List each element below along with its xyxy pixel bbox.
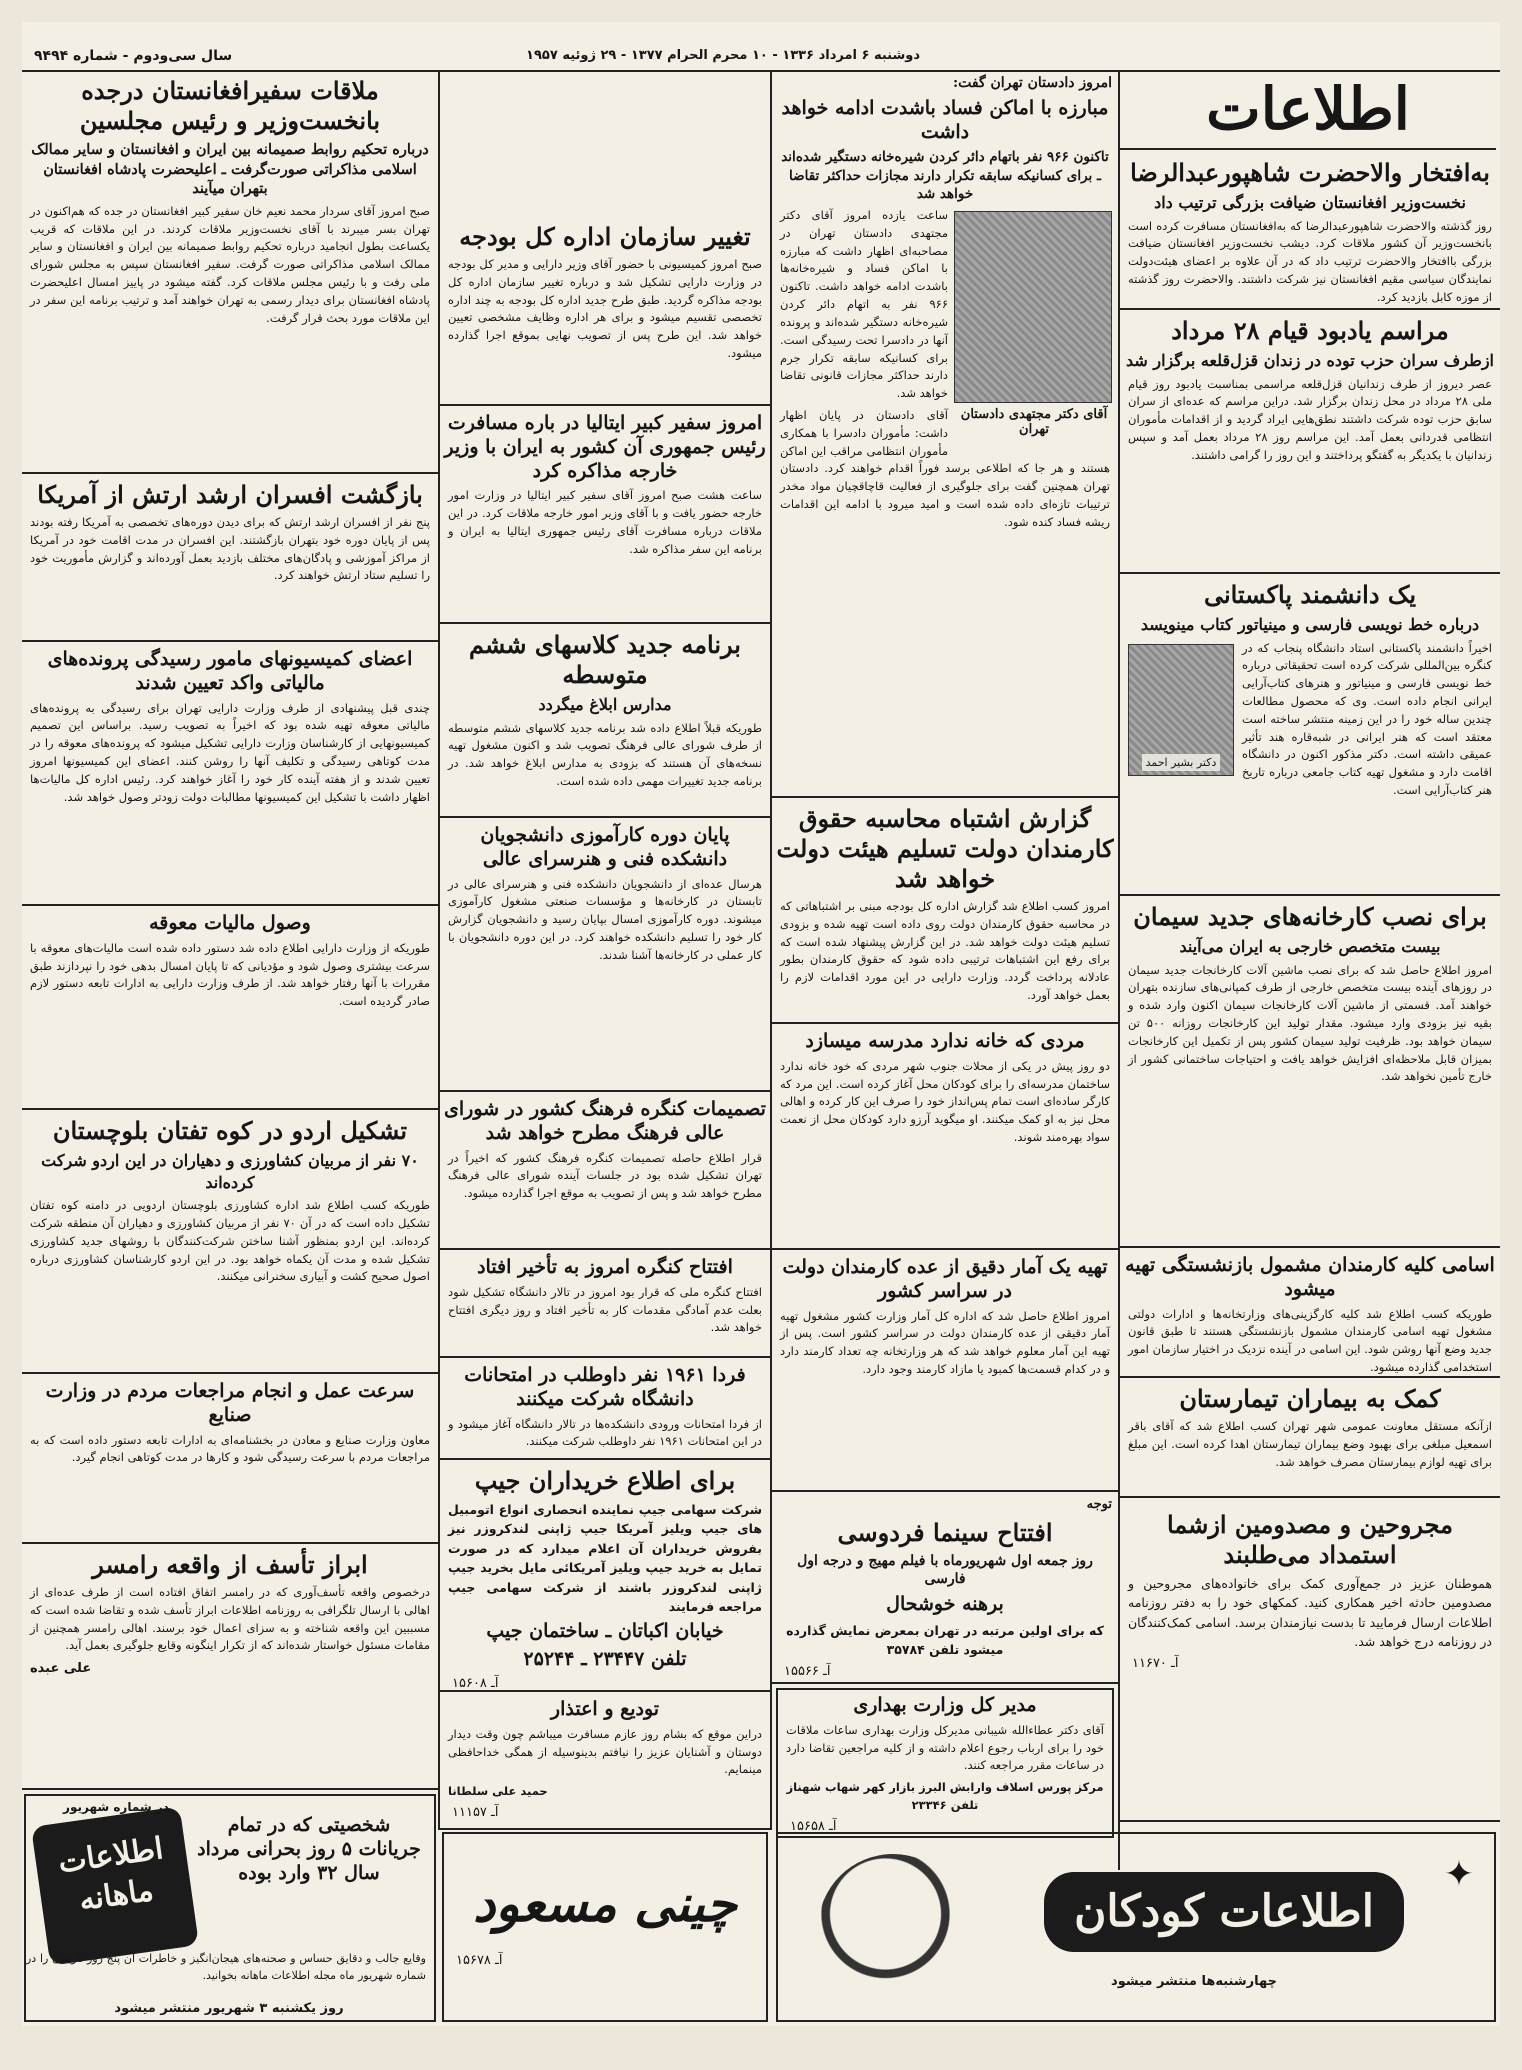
article-body: صبح امروز آقای سردار محمد نعیم خان سفیر کبیر افغانستان در جده که هم‌اکنون در تهران بسر میبرند با آقای نخست‌وزیر ملاقات کردند. در این ملاقات که قریب یکساعت بطول انجامید درباره تحکیم روابط صمیمانه بین ایران و افغانستان و سایر ممالک اسلامی مذاکراتی صورت گرفت. سفیر افغانستان سپس به مجلس شورای ملی رفت و با رئیس مجلس ملاقات کرد. گفته میشود در پاییز امسال اعلیحضرت پادشاه افغانستان برای دیدار رسمی به تهران خواهند آمد و ترتیب برنامه این سفر در این ملاقات مورد بحث قرار گرفت.: [30, 203, 430, 325]
headline: مردی که خانه ندارد مدرسه میسازد: [805, 1030, 1085, 1052]
headline: ابراز تأسف از واقعه رامسر: [92, 1550, 368, 1579]
article-army: [22, 1112, 438, 1374]
ad-date: روز یکشنبه ۳ شهریور منتشر میشود: [114, 2001, 344, 2016]
article-body: طوریکه کسب اطلاع شد اداره کشاورزی بلوچستان اردویی در دامنه کوه تفتان تشکیل داده است که در آن ۷۰ نفر از مربیان کشاورزی و دهیاران آن منطقه شرکت کرده‌اند. این اردو بمنظور آشنا ساختن شرکت‌کنندگان با روشهای جدید کشاورزی تشکیل شده و مدت آن یکماه خواهد بود. در این اردو کارشناسان کشاورزی درباره اصول صحیح کشت و آبیاری سخنرانی میکنند.: [30, 1198, 430, 1284]
monthly-logo: اطلاعات ماهانه: [31, 1806, 199, 1966]
headline: اعضای کمیسیونهای مامور رسیدگی پرونده‌های مالیاتی واکد تعیین شدند: [47, 648, 413, 694]
headline: برای نصب کارخانه‌های جدید سیمان: [1133, 902, 1487, 931]
article-body: طوریکه از وزارت دارایی اطلاع داده شد دستور داده شده است مالیات‌های معوقه با سرعت بیشتری وصول شود و مؤدیانی که تا پایان امسال بدهی خود را نپردازند طبق مقررات با آنها رفتار خواهد شد. از طرف وزارت دارایی به ادارات تابعه دستور لازم صادر گردیده است.: [30, 940, 430, 1009]
masthead-issue: سال سی‌ودوم - شماره ۹۴۹۴: [34, 48, 233, 64]
article-royal: [1120, 154, 1500, 310]
ad-address: مرکز پورس اسلاف وارابش البرز بازار کهر شهاب شهناز تلفن ۲۳۳۴۶: [786, 1780, 1104, 1812]
headline: به‌افتخار والاحضرت شاهپورعبدالرضا: [1130, 158, 1490, 187]
headline: تهیه یک آمار دقیق از عده کارمندان دولت در سراسر کشور: [782, 1256, 1108, 1302]
article-salary: [772, 800, 1118, 1024]
article-signature: علی عبده: [30, 1661, 92, 1677]
article-body: معاون وزارت صنایع و معادن در بخشنامه‌ای به ادارات تابعه دستور داده است که به مراجعات مردم با سرعت رسیدگی شود و کارها در مدت کوتاهی انجام گیرد.: [30, 1432, 430, 1465]
article-ceremony: [1120, 312, 1500, 574]
ad-cinema: [772, 1494, 1118, 1684]
subheadline: درباره تحکیم روابط صمیمانه بین ایران و افغانستان و سایر ممالک اسلامی مذاکراتی صورت‌گرفت ـ اعلیحضرت پادشاه افغانستان بتهران میآیند: [31, 141, 429, 198]
headline: گزارش اشتباه محاسبه حقوق کارمندان دولت تسلیم هیئت دولت خواهد شد: [776, 804, 1114, 893]
article-congress2: [440, 1252, 770, 1358]
article-body: صبح امروز کمیسیونی با حضور آقای وزیر دارایی و مدیر کل بودجه در وزارت دارایی تشکیل شد و درباره تغییر سازمان اداره کل بودجه مذاکره گردید. طبق طرح جدید اداره کل بودجه به چند اداره تخصصی تقسیم میشود و برای هر اداره وظایف مشخصی تعیین خواهد شد. این طرح پس از تصویب نهایی بموقع اجرا گذارده میشود.: [448, 257, 762, 361]
ad-thanks: [440, 1694, 770, 1830]
article-body: درخصوص واقعه تأسف‌آوری که در رامسر اتفاق افتاده است از طرف عده‌ای از اهالی با ارسال تلگرافی به روزنامه اطلاعات ابراز تأسف شده و تقاضا شده است که مسببین این واقعه شناخته و به سزای اعمال خود برسند. اهالی رامسر همچنین از مقامات مسئول خواستار شده‌اند که از تکرار اینگونه وقایع جلوگیری بعمل آید.: [30, 1585, 430, 1653]
article-body-continued: آقای دادستان در پایان اظهار داشت: مأموران دادسرا با همکاری مأموران انتظامی مراقب این اماکن هستند و هر جا که اطلاعی برسد فوراً اقدام خواهند کرد. دادستان تهران همچنین گفت برای جلوگیری از فعالیت قاچاقچیان مواد مخدر ترتیبات تازه‌ای داده شده است و امید میرود با ادامه این اقدامات ریشه فساد کنده شود.: [780, 407, 1110, 529]
child-illustration: [818, 1854, 968, 2004]
article-exam: [440, 1360, 770, 1460]
subheadline: نخست‌وزیر افغانستان ضیافت بزرگی ترتیب داد: [1154, 193, 1466, 212]
ad-kids: [776, 1832, 1496, 2022]
article-body: طوریکه کسب اطلاع شد کلیه کارگزینی‌های وزارتخانه‌ها و ادارات دولتی مشغول تهیه اسامی کارمندان مشمول بازنشستگی هستند تا طبق قانون جدید وضع آنها روشن شود. این اسامی در آینده نزدیک در اختیار سازمان امور استخدامی گذارده میشود.: [1128, 1306, 1492, 1374]
article-return: [22, 476, 438, 642]
article-italy: [440, 408, 770, 624]
headline: تشکیل اردو در کوه تفتان بلوچستان: [52, 1116, 408, 1145]
article-body: از فردا امتحانات ورودی دانشکده‌ها در تالار دانشگاه آغاز میشود و در این امتحانات ۱۹۶۱ نفر داوطلب شرکت میکنند.: [448, 1416, 762, 1449]
article-body: ساعت یازده امروز آقای دکتر مجتهدی دادستان تهران در مصاحبه‌ای اظهار داشت که مبارزه با اماکن فساد و شیره‌خانه‌ها باشدت ادامه خواهد داشت. تاکنون ۹۶۶ نفر به اتهام دائر کردن شیره‌خانه دستگیر شده‌اند و پرونده آنها در دادسرا تحت رسیدگی است. برای کسانیکه سابقه تکرار جرم دارند حداکثر مجازات قانونی تقاضا خواهد شد.: [780, 208, 948, 401]
ad-monthly: [24, 1794, 436, 2022]
ad-body: دراین موقع که بشام روز عازم مسافرت میباشم چون وقت دیدار دوستان و آشنایان عزیز را نیافتم بدینوسیله از همگی خداحافظی مینمایم.: [448, 1726, 762, 1777]
photo-caption: آقای دکتر مجتهدی دادستان تهران: [960, 407, 1108, 438]
ad-body: وقایع جالب و دقایق حساس و صحنه‌های هیجان‌انگیز و خاطرات آن پنج روز تاریخی را در شماره شهریور ماه مجله اطلاعات ماهانه بخوانید.: [26, 1952, 426, 1983]
headline: بازگشت افسران ارشد ارتش از آمریکا: [37, 480, 423, 509]
ad-masoud: [442, 1832, 768, 2022]
headline: پایان دوره کارآموزی دانشجویان دانشکده فنی و هنرسرای عالی: [480, 824, 730, 870]
article-body: روز گذشته والاحضرت شاهپورعبدالرضا که به‌افغانستان مسافرت کرده است بانخست‌وزیر آن کشور ملاقات کرد. دیشب نخست‌وزیر افغانستان ضیافت بزرگی باافتخار والاحضرت ترتیب داد که در آن علاوه بر اعضای هیئت‌دولت نمایندگان سیاسی مقیم افغانستان نیز شرکت داشتند. والاحضرت روز گذشته از موزه کابل بازدید کرد.: [1128, 218, 1492, 304]
article-training: [440, 820, 770, 1092]
headline: مراسم یادبود قیام ۲۸ مرداد: [1171, 316, 1449, 345]
ad-signature: حمید علی سلطانا: [448, 1784, 548, 1799]
article-tax: [22, 644, 438, 906]
subheadline: ۷۰ نفر از مربیان کشاورزی و دهیاران در این اردو شرکت کرده‌اند: [41, 1151, 419, 1192]
article-regret: [22, 1546, 438, 1790]
subheadline: مدارس ابلاغ میگردد: [538, 695, 672, 714]
article-employees: [1120, 1250, 1500, 1378]
ad-code: آـ ۱۵۶۰۸: [452, 1675, 499, 1691]
article-scholar: [1120, 576, 1500, 896]
ad-jeep: [440, 1462, 770, 1692]
kids-logo: اطلاعات کودکان: [1044, 1872, 1404, 1952]
article-body: اخیراً دانشمند پاکستانی استاد دانشگاه پنجاب که در کنگره بین‌المللی شرکت کرده است تحقیقاتی درباره خط نویسی فارسی و مینیاتور و هنرهای کتاب‌آرایی ایرانی انجام داده است. وی که محصول مطالعات چندین ساله خود را در این زمینه منتشر ساخته است معتقد است که هنر ایرانی در شبه‌قاره هند تأثیر عمیقی داشته است. دکتر مذکور اکنون در دانشگاه اقامت دارد و مشغول تهیه کتاب جامعی درباره تاریخ هنر کتاب‌آرایی است.: [1242, 640, 1492, 798]
kicker: امروز دادستان تهران گفت:: [952, 75, 1112, 91]
headline: مبارزه با اماکن فساد باشدت ادامه خواهد داشت: [781, 96, 1109, 143]
masthead-logo: [1120, 70, 1496, 150]
headline: کمک به بیماران تیمارستان: [1179, 1384, 1441, 1413]
subheadline: ازطرف سران حزب توده در زندان قزل‌قلعه برگزار شد: [1126, 351, 1494, 370]
subheadline: درباره خط نویسی فارسی و مینیاتور کتاب مینویسد: [1140, 615, 1480, 634]
headline: افتتاح کنگره امروز به تأخیر افتاد: [477, 1256, 733, 1278]
article-body: پنج نفر از افسران ارشد ارتش که برای دیدن دوره‌های تخصصی به آمریکا رفته بودند پس از پایان دوره خود بتهران بازگشتند. این افسران در مدت اقامت خود در آمریکا از مراکز آموزشی و پادگان‌های مختلف بازدید بعمل آورده‌اند و گزارش مأموریت خود را تسلیم ستاد ارتش خواهند کرد.: [30, 515, 430, 583]
article-body: افتتاح کنگره ملی که قرار بود امروز در تالار دانشگاه تشکیل شود بعلت عدم آمادگی مقدمات کار به تأخیر افتاد و روز دیگری افتتاح خواهد شد.: [448, 1284, 762, 1335]
article-body: طوریکه قبلاً اطلاع داده شد برنامه جدید کلاسهای ششم متوسطه از طرف شورای عالی فرهنگ تصویب شد و اکنون مشغول تهیه نسخه‌های آن هستند که بزودی به مدارس ابلاغ خواهد شد. در برنامه جدید تغییرات مهمی داده شده است.: [448, 720, 762, 789]
article-census: [772, 1252, 1118, 1492]
ad-title: مجروحین و مصدومین ازشما استمداد می‌طلبند: [1167, 1510, 1453, 1569]
article-congress: [440, 1094, 770, 1250]
headline: وصول مالیات معوقه: [149, 912, 311, 934]
ad-title: برای اطلاع خریداران جیپ: [474, 1466, 736, 1495]
headline: اسامی کلیه کارمندان مشمول بازنشستگی تهیه میشود: [1125, 1254, 1495, 1300]
ad-wanted: [1120, 1500, 1500, 1822]
article-house: [772, 1026, 1118, 1250]
article-school: [440, 626, 770, 818]
headline: فردا ۱۹۶۱ نفر داوطلب در امتحانات دانشگاه شرکت میکنند: [464, 1364, 746, 1410]
kids-tagline: چهارشنبه‌ها منتشر میشود: [1111, 1974, 1277, 1989]
ad-title: تودیع و اعتذار: [550, 1698, 660, 1720]
article-budget: [440, 218, 770, 406]
headline: تصمیمات کنگره فرهنگ کشور در شورای عالی فرهنگ مطرح خواهد شد: [444, 1098, 766, 1144]
article-industry: [22, 1376, 438, 1544]
monthly-note: در شماره شهریور: [63, 1800, 169, 1814]
ad-title: افتتاح سینما فردوسی: [837, 1517, 1053, 1547]
ad-code: آـ ۱۱۶۷۰: [1132, 1655, 1179, 1671]
article-interview: [772, 72, 1118, 798]
headline: امروز سفیر کبیر ایتالیا در باره مسافرت رئیس جمهوری آن کشور به ایران با وزیر خارجه مذاکره کرد: [444, 412, 766, 482]
ad-code: آـ ۱۵۶۷۸: [456, 1953, 503, 1968]
subheadline: بیست متخصص خارجی به ایران می‌آیند: [1179, 937, 1441, 956]
ad-code: آـ ۱۵۵۶۶: [784, 1663, 831, 1679]
kicker: توجه: [1086, 1497, 1112, 1512]
article-body: هرسال عده‌ای از دانشجویان دانشکده فنی و هنرسرای عالی در تابستان در کارخانه‌ها و مؤسسات صنعتی مشغول کارآموزی میشوند. دوره کارآموزی امسال بپایان رسید و دانشجویان گزارش کار خود را تسلیم دانشکده خواهند کرد. در این دوره دانشجویان با کار عملی در کارخانه‌ها آشنا شدند.: [448, 876, 762, 962]
ad-health: [776, 1688, 1114, 1838]
masthead-title: اطلاعات: [1206, 75, 1410, 143]
article-cement: [1120, 898, 1500, 1248]
ad-body: روز جمعه اول شهریورماه با فیلم مهیج و درجه اول فارسی: [797, 1552, 1093, 1588]
photo-caption: دکتر بشیر احمد: [1142, 754, 1221, 771]
headline: ملاقات سفیرافغانستان درجده بانخست‌وزیر و رئیس مجلسین: [79, 76, 381, 135]
article-body: ساعت هشت صبح امروز آقای سفیر کبیر ایتالیا در وزارت امور خارجه حضور یافت و با آقای وزیر امور خارجه ملاقات کرد. در این ملاقات درباره مسافرت آقای رئیس جمهوری ایتالیا به ایران و برنامه این سفر مذاکره شد.: [448, 488, 762, 556]
ad-body: شرکت سهامی جیپ نماینده انحصاری انواع اتومبیل های جیپ ویلیز آمریکا جیپ ژاپنی لندکروزر نیز بفروش خریداران آن اعلام میدارد که در صورت تمایل به خرید جیپ ویلیز آمریکائی مایل بخرید جیپ ژاپنی لندکروزر باشند از شرکت سهامی جیپ مراجعه فرمایند: [448, 1502, 762, 1614]
ad-note: که برای اولین مرتبه در تهران بمعرض نمایش گذارده میشود تلفن ۳۵۷۸۴: [786, 1623, 1104, 1658]
article-body: امروز اطلاع حاصل شد که برای نصب ماشین آلات کارخانجات جدید سیمان در روزهای آینده بیست متخصص خارجی از طرف کمپانی‌های سازنده بتهران خواهند آمد. قسمتی از ماشین آلات کارخانجات سیمان اکنون وارد شده و بقیه نیز بزودی وارد میشود. مقدار تولید این کارخانجات روزانه ۵۰۰ تن سیمان خواهد بود. ظرفیت تولید سیمان کشور پس از تکمیل این کارخانجات بمیزان قابل ملاحظه‌ای افزایش خواهد یافت و احتیاجات ساختمانی کشور از خارج تأمین نخواهد شد.: [1128, 962, 1492, 1084]
ad-title: چینی مسعود: [473, 1874, 737, 1933]
article-body: امروز اطلاع حاصل شد که اداره کل آمار وزارت کشور مشغول تهیه آمار دقیقی از عده کارمندان دولت در سراسر کشور است. پس از تهیه این آمار معلوم خواهد شد که هر وزارتخانه چه تعداد کارمند دارد و در کدام قسمت‌ها کمبود یا مازاد کارمند وجود دارد.: [780, 1308, 1110, 1376]
prosecutor-photo: [954, 211, 1112, 403]
ad-code: آـ ۱۱۱۵۷: [452, 1805, 499, 1820]
article-hospital: [1120, 1380, 1500, 1498]
ad-body: آقای دکتر عطاءالله شیبانی مدیرکل وزارت بهداری ساعات ملاقات خود را برای ارباب رجوع اعلام داشته و از کلیه مراجعین تقاضا دارد در ساعات مقرر مراجعه کنند.: [786, 1722, 1104, 1773]
ad-address: خیابان اکباتان ـ ساختمان جیپ: [486, 1620, 724, 1643]
masthead-date: دوشنبه ۶ امرداد ۱۳۳۶ - ۱۰ محرم الحرام ۱۳۷۷ - ۲۹ ژوئیه ۱۹۵۷: [526, 48, 920, 63]
masthead: [22, 22, 1500, 74]
article-body: چندی قبل پیشنهادی از طرف وزارت دارایی تهران برای رسیدگی به پرونده‌های مالیاتی معوقه تهیه شده بود که اخیراً به تصویب رسید. براساس این تصمیم کمیسیونهایی از کارشناسان وزارت دارایی تشکیل میشود که پرونده‌های معوقه را در مدت کوتاهی رسیدگی و تکلیف آنها را روشن کنند. اعضای این کمیسیونها امروز تعیین شدند و از هفته آینده کار خود را آغاز خواهند کرد. رئیس اداره کل مالیات‌ها اظهار داشت با تشکیل این کمیسیونها مطالبات دولت زودتر وصول خواهد شد.: [30, 700, 430, 804]
article-body: دو روز پیش در یکی از محلات جنوب شهر مردی که خود خانه ندارد ساختمان مدرسه‌ای را برای کودکان محل آغاز کرده است. این مرد که کارگر ساده‌ای است تمام پس‌انداز خود را صرف این کار کرده و اهالی محل نیز به او کمک میکنند. او میگوید آرزو دارد کودکان محل از نعمت سواد بهره‌مند شوند.: [780, 1058, 1110, 1144]
headline: یک دانشمند پاکستانی: [1203, 580, 1417, 609]
ad-code: آـ ۱۵۶۵۸: [790, 1818, 837, 1834]
headline: برنامه جدید کلاسهای ششم متوسطه: [469, 630, 741, 689]
scholar-photo: [1128, 644, 1234, 776]
subheadline: تاکنون ۹۶۶ نفر باتهام دائر کردن شیره‌خانه دستگیر شده‌اند ـ برای کسانیکه سابقه تکرار دارند مجازات حداکثر تقاضا خواهد شد: [781, 149, 1109, 202]
ad-title: مدیر کل وزارت بهداری: [853, 1694, 1037, 1716]
article-body: امروز کسب اطلاع شد گزارش اداره کل بودجه مبنی بر اشتباهاتی که در محاسبه حقوق کارمندان دولت روی داده است تهیه شده و بزودی تسلیم هیئت دولت خواهد شد. در این گزارش پیشنهاد شده است که برای رفع این اشتباهات ترتیبی داده شود که حقوق کارمندان بطور عادلانه پرداخت گردد. وزارت دارایی در این مورد اقدامات لازم را بعمل خواهد آورد.: [780, 899, 1110, 1003]
article-body: قرار اطلاع حاصله تصمیمات کنگره فرهنگ کشور که اخیراً در تهران تشکیل شده بود در جلسات آینده شورای عالی فرهنگ مطرح خواهد شد و پس از تصویب به موقع اجرا گذارده میشود.: [448, 1150, 762, 1201]
article-body: ازآنکه مستقل معاونت عمومی شهر تهران کسب اطلاع شد که آقای باقر اسمعیل مبلغی برای بهبود وضع بیماران تیمارستان اهدا کرده است. این مبلغ برای تهیه لوازم بیمارستان مصرف خواهد شد.: [1128, 1419, 1492, 1469]
headline: تغییر سازمان اداره کل بودجه: [459, 222, 751, 251]
newspaper-page: [22, 22, 1500, 2026]
ad-body: هموطنان عزیز در جمع‌آوری کمک برای خانواده‌های مجروحین و مصدومین حادثه اخیر همکاری کنید. کمکهای خود را به دفتر روزنامه اطلاعات ارسال فرمایید تا بدست نیازمندان برسد. اسامی کمک‌کنندگان در روزنامه درج خواهد شد.: [1128, 1576, 1492, 1650]
article-tax2: [22, 908, 438, 1110]
ad-phone: تلفن ۲۳۴۴۷ ـ ۲۵۲۴۴: [523, 1648, 687, 1670]
article-body: عصر دیروز از طرف زندانیان قزل‌قلعه مراسمی بمناسبت یادبود روز قیام ملی ۲۸ مرداد در محل زندان برگزار شد. دراین مراسم که عده‌ای از سران سابق حزب توده شرکت داشتند نطق‌هایی ایراد گردید و از اقدامات مأموران انتظامی قدردانی بعمل آمد. این مراسم روز ۲۸ مرداد بعمل آمد و سپس زندانیان با یکدیگر به گفتگو پرداختند و این روز را گرامی داشتند.: [1128, 376, 1492, 462]
ad-title: شخصیتی که در تمام جریانات ۵ روز بحرانی مرداد سال ۳۲ وارد بوده: [197, 1814, 421, 1884]
headline: سرعت عمل و انجام مراجعات مردم در وزارت صنایع: [45, 1380, 415, 1426]
film-title: برهنه خوشحال: [886, 1593, 1004, 1616]
star-icon: ✦: [1443, 1854, 1474, 1895]
article-afghan: [22, 72, 438, 474]
